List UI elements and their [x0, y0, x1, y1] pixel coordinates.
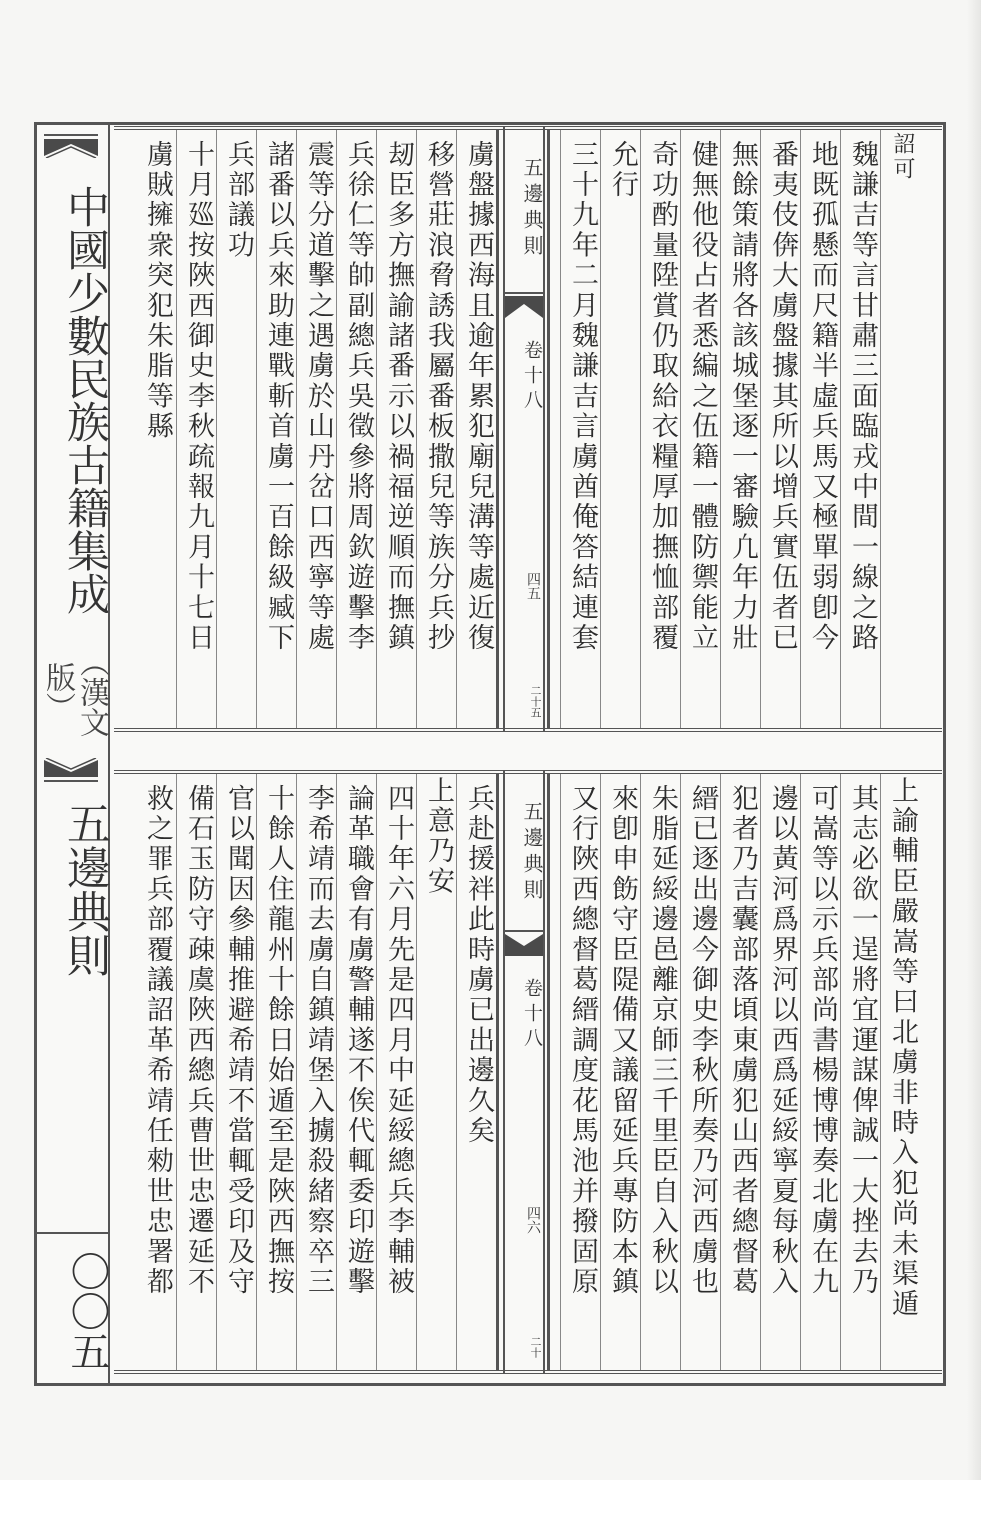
- text-column: 官以聞因參輔推避希靖不當輒受印及守: [216, 774, 256, 1370]
- text-column: 犯者乃吉囊部落頃東虜犯山西者總督葛: [720, 774, 760, 1370]
- spine-panel: [34, 122, 110, 1386]
- book-title: 五邊典則: [59, 801, 110, 977]
- fold-small-mark: 二十五: [529, 684, 542, 718]
- chevron-up-ornament-icon: [44, 134, 98, 158]
- text-column: 刼臣多方撫諭諸番示以禍福逆順而撫鎮: [376, 130, 416, 728]
- text-column: 又行陜西總督葛縉調度花馬池并撥固原: [560, 774, 600, 1370]
- lower-center-fold: [503, 770, 545, 1374]
- text-column: 可嵩等以示兵部尚書楊博博奏北虜在九: [800, 774, 840, 1370]
- text-column: 論革職會有虜警輔遂不俟代輒委印遊擊: [336, 774, 376, 1370]
- fish-tail-ornament-icon: [505, 930, 543, 960]
- fold-juan-label: 卷十八: [521, 977, 543, 1053]
- text-column: 地既孤懸而尺籍半虛兵馬又極單弱卽今: [800, 130, 840, 728]
- text-column: 邊以黃河爲界河以西爲延綏寧夏每秋入: [760, 774, 800, 1370]
- bottom-margin: [0, 1480, 981, 1529]
- text-column: 震等分道擊之遇虜於山丹岔口西寧等處: [296, 130, 336, 728]
- text-column: 魏謙吉等言甘肅三面臨戎中間一線之路: [840, 130, 880, 728]
- fish-tail-ornament-icon: [505, 292, 543, 322]
- text-column: 十餘人住龍州十餘日始遁至是陜西撫按: [256, 774, 296, 1370]
- fold-juan-label: 卷十八: [521, 339, 543, 415]
- leaf-gap: [114, 732, 942, 770]
- text-column: 三十九年二月魏謙吉言虜酋俺答結連套: [560, 130, 600, 728]
- text-column: 救之罪兵部覆議詔革希靖任勑世忠署都: [142, 784, 173, 1298]
- text-column: 虜盤據西海且逾年累犯廟兒溝等處近復: [456, 130, 496, 728]
- page-number: 〇〇五: [64, 1251, 110, 1371]
- text-column: 詔可: [880, 130, 920, 728]
- text-column: 上意乃安: [416, 774, 456, 1370]
- text-column: 朱脂延綏邊邑離京師三千里臣自入秋以: [640, 774, 680, 1370]
- spine-divider: [34, 1232, 108, 1234]
- text-column: 允行: [600, 130, 640, 728]
- fold-book-title: 五邊典則: [520, 801, 544, 905]
- text-column: 李希靖而去虜自鎮靖堡入擄殺緒察卒三: [296, 774, 336, 1370]
- text-column: 奇功酌量陞賞仍取給衣糧厚加撫恤部覆: [640, 130, 680, 728]
- text-column: 上諭輔臣嚴嵩等曰北虜非時入犯尚未渠遁: [880, 774, 920, 1370]
- text-column: 縉已逐出邊今御史李秋所奏乃河西虜也: [680, 774, 720, 1370]
- lower-right-panel: [547, 774, 942, 1370]
- fold-leaf-number: 四六: [525, 1206, 541, 1234]
- text-column: 健無他役占者悉編之伍籍一體防禦能立: [680, 130, 720, 728]
- series-title: 中國少數民族古籍集成: [60, 185, 110, 615]
- lower-left-panel: [114, 774, 499, 1370]
- fold-small-mark: 二十: [529, 1336, 542, 1358]
- text-column: 兵部議功: [216, 130, 256, 728]
- upper-center-fold: [503, 126, 545, 732]
- page-edge-shadow: [967, 0, 981, 1529]
- text-column: 其志必欲一逞將宜運謀俾誠一大挫去乃: [840, 774, 880, 1370]
- text-column: 番夷伎倴大虜盤據其所以增兵實伍者已: [760, 130, 800, 728]
- fold-book-title: 五邊典則: [520, 157, 544, 261]
- fold-leaf-number: 四五: [525, 572, 541, 600]
- edition-label: （漢文版）: [40, 647, 109, 737]
- text-column: 來卽申飭守臣隄備又議留延兵專防本鎮: [600, 774, 640, 1370]
- text-column: 虜賊擁衆突犯朱脂等縣: [142, 140, 173, 442]
- text-column: 移營莊浪脅誘我屬番板撒兒等族分兵抄: [416, 130, 456, 728]
- text-column: 十月廵按陜西御史李秋疏報九月十七日: [176, 130, 216, 728]
- upper-left-panel: [114, 130, 499, 728]
- text-column: 備石玉防守疎虞陜西總兵曹世忠遷延不: [176, 774, 216, 1370]
- text-column: 諸番以兵來助連戰斬首虜一百餘級臧下: [256, 130, 296, 728]
- chevron-down-ornament-icon: [44, 758, 98, 782]
- text-column: 兵赴援袢此時虜已出邊久矣: [456, 774, 496, 1370]
- text-column: 四十年六月先是四月中延綏總兵李輔被: [376, 774, 416, 1370]
- text-column: 兵徐仁等帥副總兵吳徵參將周欽遊擊李: [336, 130, 376, 728]
- text-column: 無餘策請將各該城堡逐一審驗凢年力壯: [720, 130, 760, 728]
- upper-right-panel: [547, 130, 942, 728]
